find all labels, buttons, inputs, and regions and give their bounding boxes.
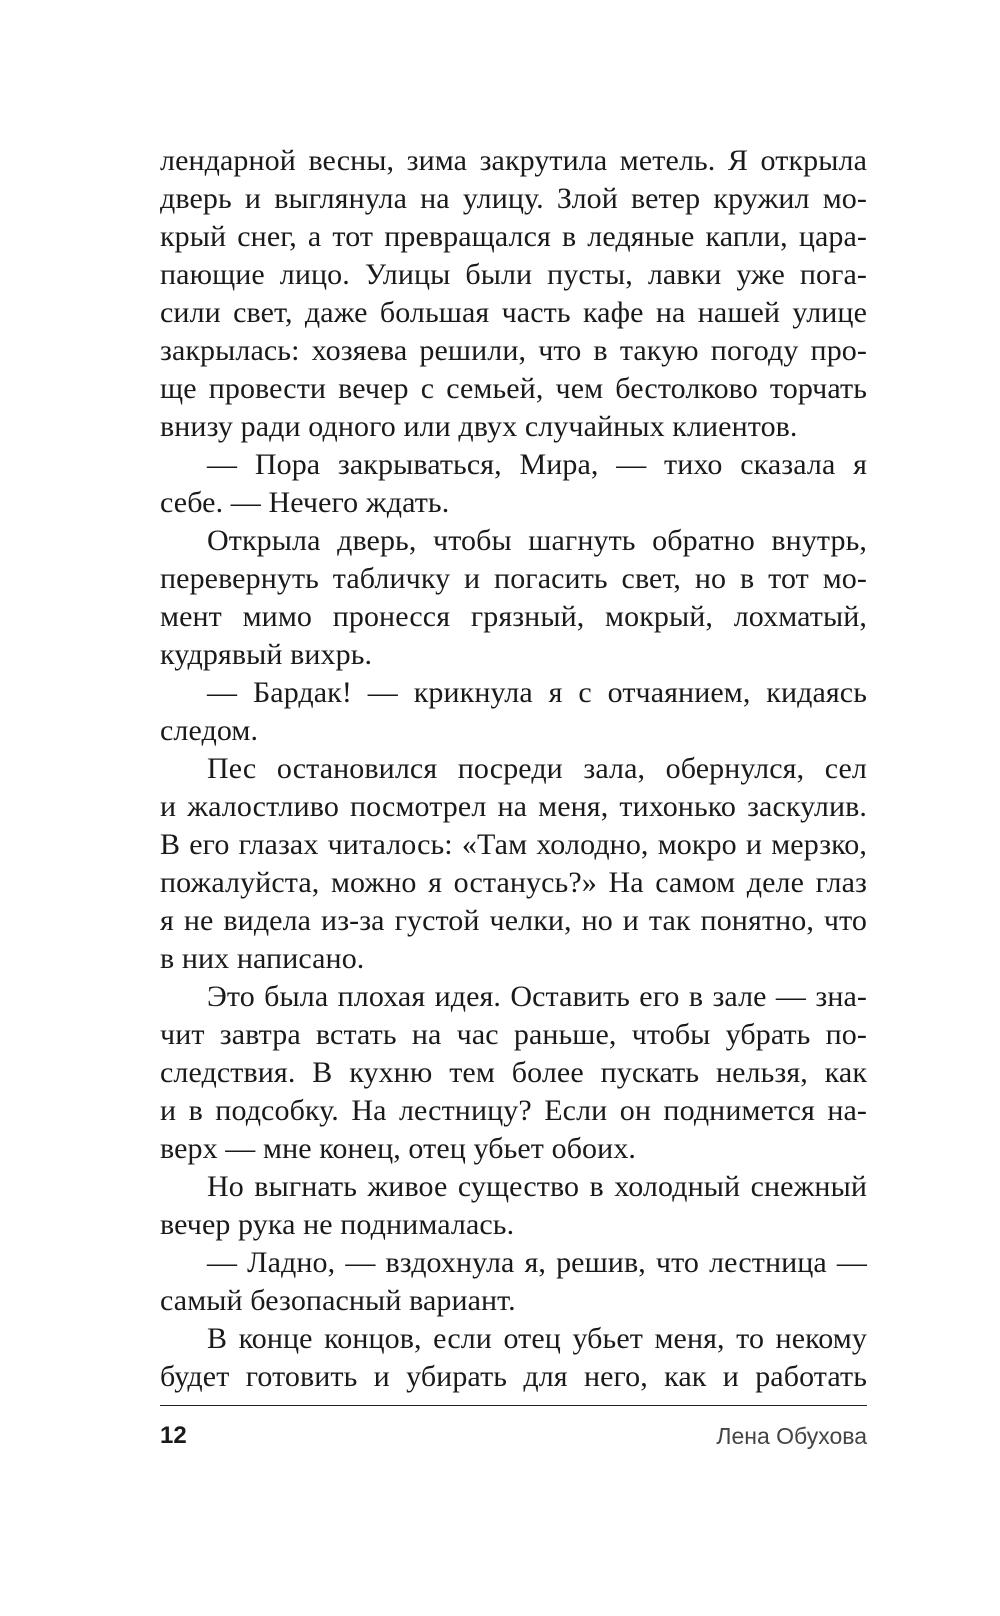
text-line: и в подсобку. На лестницу? Если он поднимется на- — [160, 1094, 867, 1127]
text-line: внизу ради одного или двух случайных клиентов. — [160, 410, 798, 443]
text-line: пающие лицо. Улицы были пусты, лавки уже пога- — [160, 258, 867, 291]
author-name: Лена Обухова — [716, 1423, 867, 1449]
text-line: чит завтра встать на час раньше, чтобы убрать по- — [160, 1018, 867, 1051]
text-line: — Бардак! — крикнула я с отчаянием, кидаясь — [207, 676, 867, 709]
text-line: дверь и выглянула на улицу. Злой ветер кружил мо- — [160, 182, 867, 215]
text-line: крый снег, а тот превращался в ледяные капли, цара- — [160, 220, 867, 253]
text-line: Открыла дверь, чтобы шагнуть обратно внутрь, — [207, 524, 867, 557]
text-line: я не видела из-за густой челки, но и так понятно, что — [160, 904, 867, 937]
text-line: пожалуйста, можно я останусь?» На самом деле глаз — [160, 866, 867, 899]
text-line: следом. — [160, 714, 259, 747]
text-line: верх — мне конец, отец убьет обоих. — [160, 1132, 637, 1165]
text-line: закрылась: хозяева решили, что в такую погоду про- — [160, 334, 867, 367]
text-line: будет готовить и убирать для него, как и работать — [160, 1360, 867, 1393]
text-line: перевернуть табличку и погасить свет, но в тот мо- — [160, 562, 867, 595]
text-line: сили свет, даже большая часть кафе на нашей улице — [160, 296, 867, 329]
footer-divider — [160, 1405, 867, 1406]
text-line: ще провести вечер с семьей, чем бестолково торчать — [160, 372, 867, 405]
text-line: — Пора закрываться, Мира, — тихо сказала я — [207, 448, 867, 481]
text-line: кудрявый вихрь. — [160, 638, 373, 671]
text-line: — Ладно, — вздохнула я, решив, что лестница — — [207, 1246, 867, 1279]
text-line: и жалостливо посмотрел на меня, тихонько заскулив. — [160, 790, 867, 823]
text-line: себе. — Нечего ждать. — [160, 486, 450, 519]
text-line: следствия. В кухню тем более пускать нельзя, как — [160, 1056, 867, 1089]
body-text — [160, 142, 867, 1396]
page-number: 12 — [160, 1422, 187, 1449]
text-line: В конце концов, если отец убьет меня, то некому — [207, 1322, 867, 1355]
text-line: самый безопасный вариант. — [160, 1284, 516, 1317]
text-line: в них написано. — [160, 942, 365, 975]
text-line: Это была плохая идея. Оставить его в зале — зна- — [207, 980, 867, 1013]
text-line: вечер рука не поднималась. — [160, 1208, 515, 1241]
text-line: лендарной весны, зима закрутила метель. Я открыла — [160, 144, 867, 177]
text-line: Пес остановился посреди зала, обернулся, сел — [207, 752, 867, 785]
text-line: Но выгнать живое существо в холодный снежный — [207, 1170, 867, 1203]
text-line: мент мимо пронесся грязный, мокрый, лохматый, — [160, 600, 867, 633]
text-line: В его глазах читалось: «Там холодно, мокро и мерзко, — [160, 828, 867, 861]
